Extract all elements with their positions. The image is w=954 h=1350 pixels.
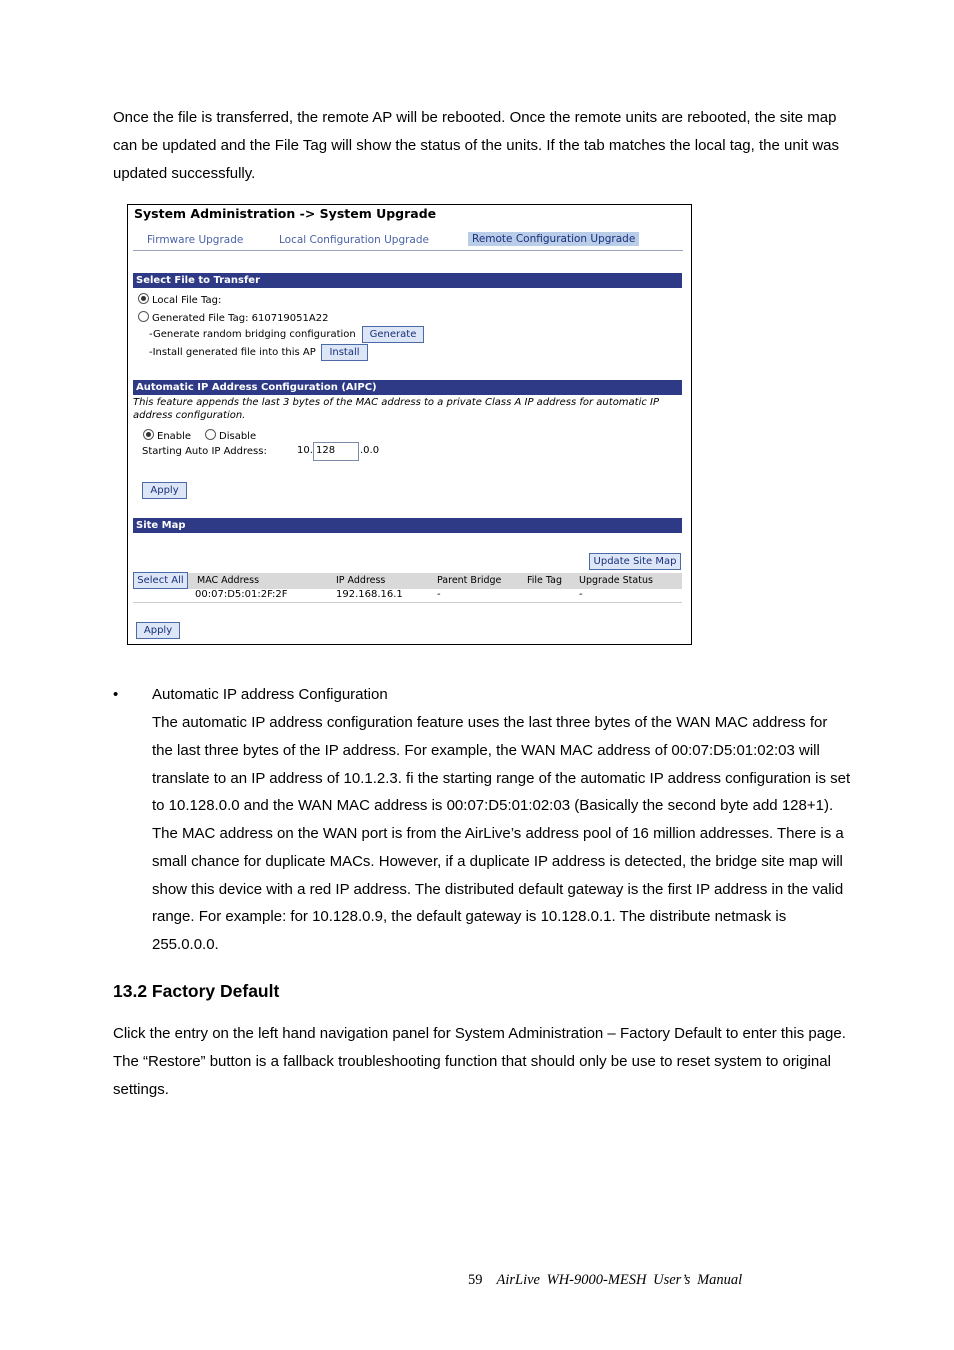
generate-description: -Generate random bridging configuration	[149, 329, 356, 340]
local-file-tag-radio[interactable]	[138, 293, 149, 304]
disable-radio[interactable]	[205, 429, 216, 440]
row-upgrade-status: -	[579, 589, 583, 600]
update-site-map-button[interactable]: Update Site Map	[589, 553, 681, 570]
page-title: System Administration -> System Upgrade	[134, 206, 437, 221]
page-footer	[468, 1272, 742, 1289]
generated-file-tag-option[interactable]: Generated File Tag: 610719051A22	[138, 311, 328, 324]
aipc-description: This feature appends the last 3 bytes of the MAC address to a private Class A IP address for automatic IP address configuration.	[133, 397, 660, 421]
tab-firmware-upgrade[interactable]: Firmware Upgrade	[147, 234, 244, 246]
install-button[interactable]: Install	[321, 344, 368, 361]
aipc-disable-option[interactable]: Disable	[205, 429, 256, 442]
local-file-tag-option[interactable]: Local File Tag:	[138, 293, 221, 306]
upgrade-tabs	[133, 231, 683, 251]
select-file-heading: Select File to Transfer	[133, 273, 682, 288]
starting-ip-label: Starting Auto IP Address:	[142, 446, 267, 457]
row-parent-bridge: -	[437, 589, 441, 600]
page-number: 59	[468, 1272, 483, 1288]
bullet-body: The automatic IP address configuration feature uses the last three bytes of the WAN MAC address for the last three bytes of the IP address. For example, the WAN MAC address of 00:07:D5:01:02:03 will translate to an IP address of 10.1.2.3. fi the starting range of the automatic IP address configuration is set to 10.128.0.0 and the WAN MAC address is 00:07:D5:01:02:03 (Basically the second byte add 128+1). The MAC address on the WAN port is from the AirLive’s address pool of 16 million addresses. There is a small chance for duplicate MACs. However, if a duplicate IP address is detected, the bridge site map will show this device with a red IP address. The distributed default gateway is the first IP address in the valid range. For example: for 10.128.0.9, the default gateway is 10.128.0.1. The distribute netmask is 255.0.0.0.	[152, 714, 851, 953]
site-map-heading: Site Map	[133, 518, 682, 533]
aipc-apply-button[interactable]: Apply	[142, 482, 187, 499]
row-ip: 192.168.16.1	[336, 589, 403, 600]
select-all-button[interactable]: Select All	[133, 572, 188, 589]
generate-button[interactable]: Generate	[362, 326, 424, 343]
column-upgrade-status: Upgrade Status	[579, 575, 653, 586]
row-mac: 00:07:D5:01:2F:2F	[195, 589, 288, 600]
column-mac-address: MAC Address	[197, 575, 260, 586]
ip-prefix: 10.	[297, 445, 313, 456]
tab-local-configuration-upgrade[interactable]: Local Configuration Upgrade	[279, 234, 429, 246]
system-upgrade-screenshot	[127, 204, 692, 645]
section-heading: 13.2 Factory Default	[113, 981, 280, 1001]
ip-suffix: .0.0	[360, 445, 380, 456]
generated-file-tag-radio[interactable]	[138, 311, 149, 322]
tab-remote-configuration-upgrade[interactable]: Remote Configuration Upgrade	[468, 232, 639, 246]
table-row-divider	[133, 602, 682, 603]
install-description: -Install generated file into this AP	[149, 347, 316, 358]
column-ip-address: IP Address	[336, 575, 386, 586]
aipc-enable-option[interactable]: Enable	[143, 429, 191, 442]
column-parent-bridge: Parent Bridge	[437, 575, 502, 586]
aipc-heading: Automatic IP Address Configuration (AIPC)	[133, 380, 682, 395]
bullet-symbol: •	[113, 686, 119, 703]
site-map-apply-button[interactable]: Apply	[136, 622, 180, 639]
column-file-tag: File Tag	[527, 575, 562, 586]
enable-radio[interactable]	[143, 429, 154, 440]
manual-title: AirLive WH-9000-MESH User’s Manual	[496, 1272, 743, 1288]
intro-paragraph: Once the file is transferred, the remote AP will be rebooted. Once the remote units are rebooted, the site map can be updated and the File Tag will show the status of the units. If the tab matches the local tag, the unit was updated successfully.	[113, 109, 839, 182]
section-body: Click the entry on the left hand navigation panel for System Administration – Factory Default to enter this page. The “Restore” button is a fallback troubleshooting function that should only be use to reset system to original settings.	[113, 1025, 846, 1098]
bullet-heading: Automatic IP address Configuration	[152, 686, 388, 703]
ip-second-octet-input[interactable]: 128	[313, 442, 359, 461]
